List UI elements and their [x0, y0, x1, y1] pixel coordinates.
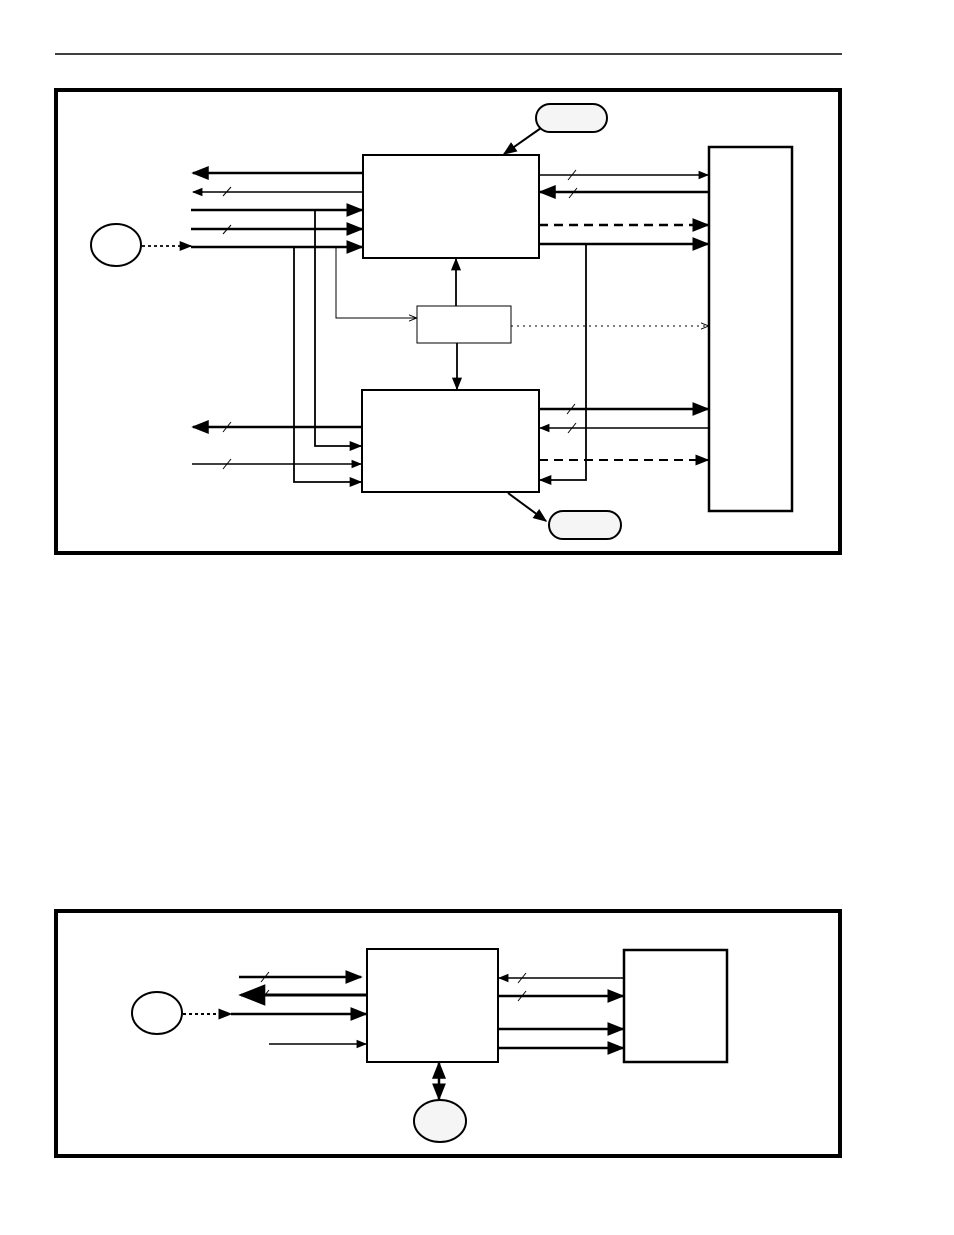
left-oval-terminal-2 — [132, 992, 182, 1034]
diagram-2 — [56, 911, 840, 1156]
lower-block — [362, 390, 539, 492]
connector-feed-lower-a — [315, 210, 361, 446]
connector-top-pill — [504, 128, 541, 154]
top-pill-terminal — [536, 104, 607, 132]
middle-small-block — [417, 306, 511, 343]
right-tall-block — [709, 147, 792, 511]
bottom-pill-terminal — [549, 511, 621, 539]
upper-block — [363, 155, 539, 258]
center-block — [367, 949, 498, 1062]
right-block — [624, 950, 727, 1062]
left-oval-terminal — [91, 224, 141, 266]
connector-loop-upper-lower — [540, 244, 586, 480]
diagram-1 — [56, 90, 840, 553]
connector-bottom-pill — [508, 493, 546, 521]
bottom-oval-terminal — [414, 1100, 466, 1142]
